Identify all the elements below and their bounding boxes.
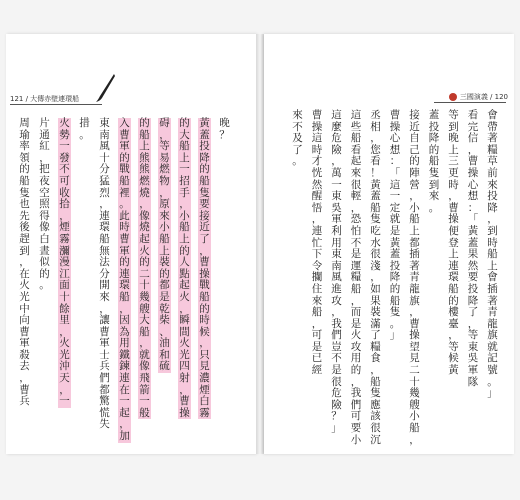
left-text-column: 東 南 風 十 分 猛 烈 ， 連 環 船 無 法 分 開 來 ， 讓 曹 軍 士 兵 們 都 驚 慌 失 — [99, 117, 110, 431]
right-text-column: 曹 操 心 想 ： 「 這 一 定 就 是 黃 蓋 投 降 的 船 隻 。 」 — [389, 109, 401, 342]
right-page-header-text: 三國演義 / 120 — [459, 93, 508, 101]
left-text-column: 片 通 紅 ， 把 夜 空 照 得 像 白 晝 似 的 。 — [39, 117, 50, 292]
left-text-column: 碍 ， 等 易 燃 物 ， 原 來 小 船 上 裝 的 都 是 乾 柴 、 油 和 硫 — [159, 117, 170, 373]
brush-icon — [94, 72, 116, 104]
header-rule-left — [10, 104, 102, 105]
red-circle-icon — [449, 93, 457, 101]
right-text-column: 這 些 船 看 起 來 很 輕 ， 恐 怕 不 是 運 糧 船 ， 而 是 火 攻 用 的 ， 我 們 可 要 小 — [350, 109, 362, 446]
right-text-column: 看 完 信 ， 曹 操 心 想 ： 「 黃 蓋 果 然 要 投 降 了 ， 等 東 吳 軍 隊 — [467, 109, 479, 388]
right-text-column: 等 到 晚 上 三 更 時 ， 曹 操 便 登 上 連 環 船 的 樓 臺 ， 等 候 黃 — [448, 109, 459, 377]
right-page-header — [449, 92, 508, 102]
right-text-column: 會 帶 著 糧 草 前 來 投 降 ， 到 時 船 上 會 插 著 青 龍 旗 就 記 號 。 」 — [487, 109, 498, 400]
right-text-column: 接 近 自 己 的 陣 營 ， 小 船 上 都 插 著 青 龍 旗 ， 曹 操 望 見 二 十 幾 艘 小 船 ， — [409, 109, 420, 446]
right-text-column: 丞 相 ， 您 看 ！ 黃 蓋 船 隻 吃 水 很 淺 ， 如 果 裝 滿 了 糧 食 ， 船 隻 應 該 很 沉 — [370, 109, 381, 446]
left-text-column: 黃 蓋 投 降 的 船 隻 要 接 近 了 ， 曹 操 戰 船 的 時 候 ， 只 見 濃 煙 白 霧 — [199, 117, 210, 419]
right-text-column: 來 不 及 了 。 — [292, 109, 303, 168]
left-text-column: 的 船 上 熊 熊 燃 燒 ， 像 燒 起 火 的 二 十 幾 艘 大 船 ， 就 像 飛 箭 一 般 — [139, 117, 150, 419]
header-rule-right — [434, 102, 506, 103]
left-text-column: 火 勢 一 發 不 可 收 拾 ， 煙 霧 瀰 漫 江 面 十 餘 里 ， 火 光 沖 天 ， 一 — [59, 117, 70, 408]
left-text-column: 的 大 船 上 一 招 手 ， 小 船 上 的 人 點 起 火 ， 瞬 間 火 光 四 射 ， 曹 操 — [179, 117, 190, 419]
left-text-column: 周 瑜 率 領 的 船 隻 也 先 後 趕 到 ， 在 火 光 中 向 曹 軍 殺 去 ， 曹 兵 — [19, 117, 30, 408]
book-gutter — [256, 34, 264, 454]
left-text-column: 入 曹 軍 的 戰 船 裡 。 此 時 曹 軍 的 連 環 船 ， 因 為 用 鐵 鍊 連 在 一 起 ， 加 — [119, 117, 130, 443]
right-text-column: 蓋 投 降 的 船 隻 到 來 。 — [428, 109, 440, 214]
right-text-column: 這 麼 危 險 ， 萬 一 東 吳 軍 利 用 東 南 風 進 攻 ， 我 們 豈 不 是 很 危 險 ？ 」 — [331, 109, 342, 435]
left-page-header: 121 / 大傳赤壁連環船 — [10, 95, 80, 103]
left-text-column: 措 。 — [79, 117, 90, 141]
left-text-column: 晚 ？ — [219, 117, 230, 141]
right-text-column: 曹 操 這 時 才 恍 然 醒 悟 ， 連 忙 下 令 攔 住 來 船 ， 可 是 已 經 — [311, 109, 323, 377]
